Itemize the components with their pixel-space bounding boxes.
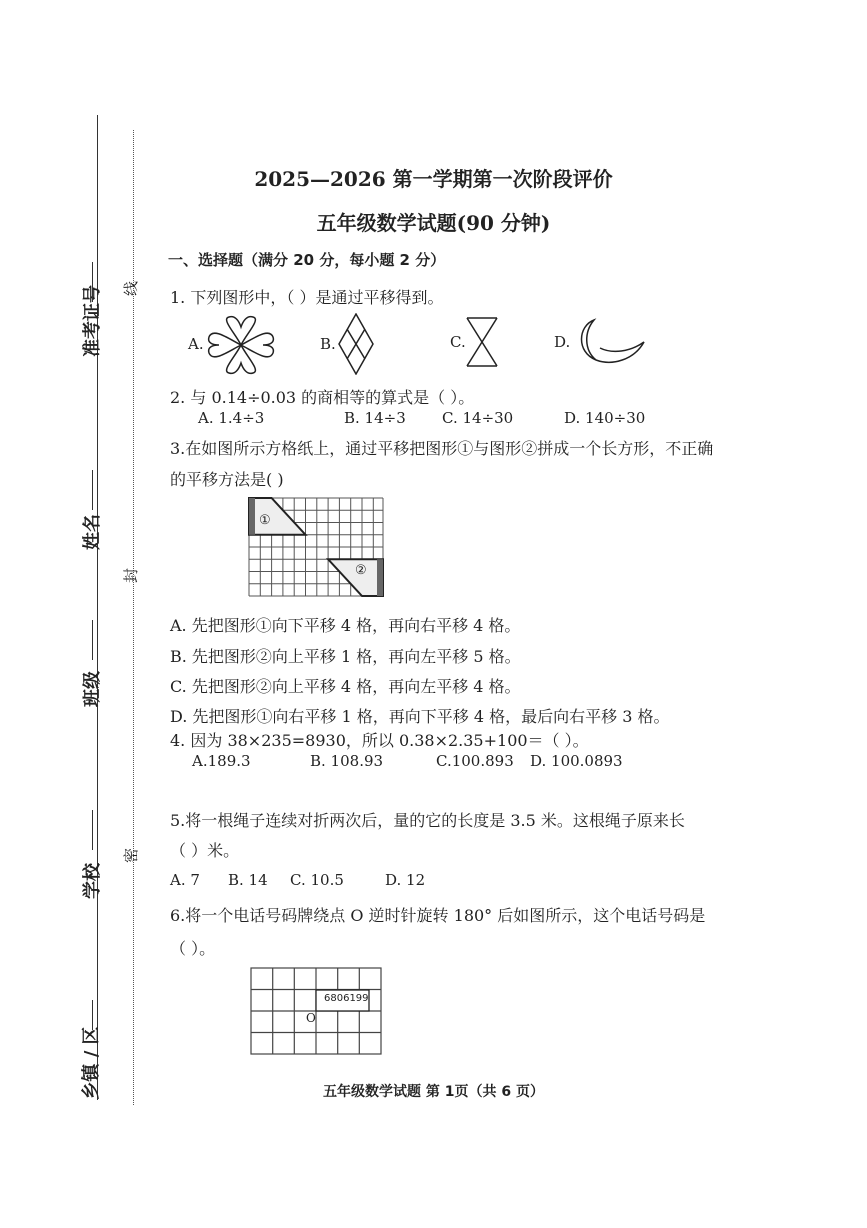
q5-option-b: B. 14	[228, 871, 268, 889]
q6-point-o: O	[306, 1011, 316, 1025]
q5-option-d: D. 12	[385, 871, 426, 889]
hourglass-figure	[465, 316, 499, 368]
q2-option-a: A. 1.4÷3	[198, 409, 265, 427]
margin-dotted-line	[133, 130, 134, 1105]
q6-stem-line1: 6.将一个电话号码牌绕点 O 逆时针旋转 180° 后如图所示，这个电话号码是	[170, 906, 706, 925]
q1-stem: 1. 下列图形中，（ ）是通过平移得到。	[170, 288, 444, 307]
blank-class[interactable]	[92, 620, 93, 660]
q3-option-d: D. 先把图形①向右平移 1 格，再向下平移 4 格，最后向右平移 3 格。	[170, 707, 670, 726]
seal-word-secret: 密	[122, 847, 141, 864]
blank-school[interactable]	[92, 810, 93, 850]
page-footer: 五年级数学试题 第 1页（共 6 页）	[323, 1084, 544, 1100]
label-class: 班级	[82, 671, 103, 707]
label-exam-number: 准考证号	[82, 285, 103, 357]
q6-stem-line2: （ ）。	[170, 939, 216, 958]
q6-grid-figure	[250, 967, 382, 1055]
label-school: 学校	[82, 863, 103, 899]
blank-district[interactable]	[92, 1000, 93, 1030]
q1-label-c: C.	[450, 333, 466, 351]
q4-stem: 4. 因为 38×235=8930，所以 0.38×2.35+100＝（ ）。	[170, 731, 589, 750]
q3-grid-figure	[248, 497, 384, 597]
margin-solid-line	[97, 115, 98, 1100]
seal-word-line: 线	[122, 280, 141, 297]
q4-option-b: B. 108.93	[310, 752, 384, 770]
blank-exam-number[interactable]	[92, 262, 93, 302]
q3-shape2-label: ②	[355, 563, 367, 578]
q4-option-c: C.100.893	[436, 752, 514, 770]
q4-option-a: A.189.3	[192, 752, 251, 770]
label-district: 乡镇 / 区	[81, 1026, 102, 1100]
q5-option-a: A. 7	[170, 871, 200, 889]
q3-shape-1	[249, 498, 306, 535]
section-heading: 一、选择题（满分 20 分，每小题 2 分）	[168, 251, 446, 269]
seal-word-seal: 封	[122, 567, 141, 584]
q5-option-c: C. 10.5	[290, 871, 344, 889]
q3-option-a: A. 先把图形①向下平移 4 格，再向右平移 4 格。	[170, 616, 521, 635]
q3-shape1-label: ①	[259, 513, 271, 528]
q2-option-c: C. 14÷30	[442, 409, 514, 427]
q6-phone-number: 6806199	[324, 993, 369, 1004]
label-name: 姓名	[82, 514, 103, 550]
q2-stem: 2. 与 0.14÷0.03 的商相等的算式是（ ）。	[170, 388, 475, 407]
q2-option-d: D. 140÷30	[564, 409, 646, 427]
crescent-figure	[572, 318, 648, 366]
diamond-figure	[338, 313, 374, 375]
q2-option-b: B. 14÷3	[344, 409, 406, 427]
page-subtitle: 五年级数学试题(90 分钟)	[316, 211, 551, 235]
q1-label-a: A.	[188, 335, 204, 353]
q4-option-d: D. 100.0893	[530, 752, 623, 770]
q3-stem-line1: 3.在如图所示方格纸上，通过平移把图形①与图形②拼成一个长方形，不正确	[170, 439, 714, 458]
q1-label-d: D.	[554, 333, 571, 351]
q3-option-c: C. 先把图形②向上平移 4 格，再向左平移 4 格。	[170, 677, 521, 696]
blank-name[interactable]	[92, 470, 93, 510]
q5-stem-line1: 5.将一根绳子连续对折两次后，量的它的长度是 3.5 米。这根绳子原来长	[170, 811, 685, 830]
page-title: 2025—2026 第一学期第一次阶段评价	[254, 167, 613, 191]
clover-figure	[205, 315, 277, 375]
q5-stem-line2: （ ）米。	[170, 841, 240, 860]
q1-label-b: B.	[320, 335, 336, 353]
q3-stem-line2: 的平移方法是( )	[170, 470, 284, 489]
q3-option-b: B. 先把图形②向上平移 1 格，再向左平移 5 格。	[170, 647, 521, 666]
